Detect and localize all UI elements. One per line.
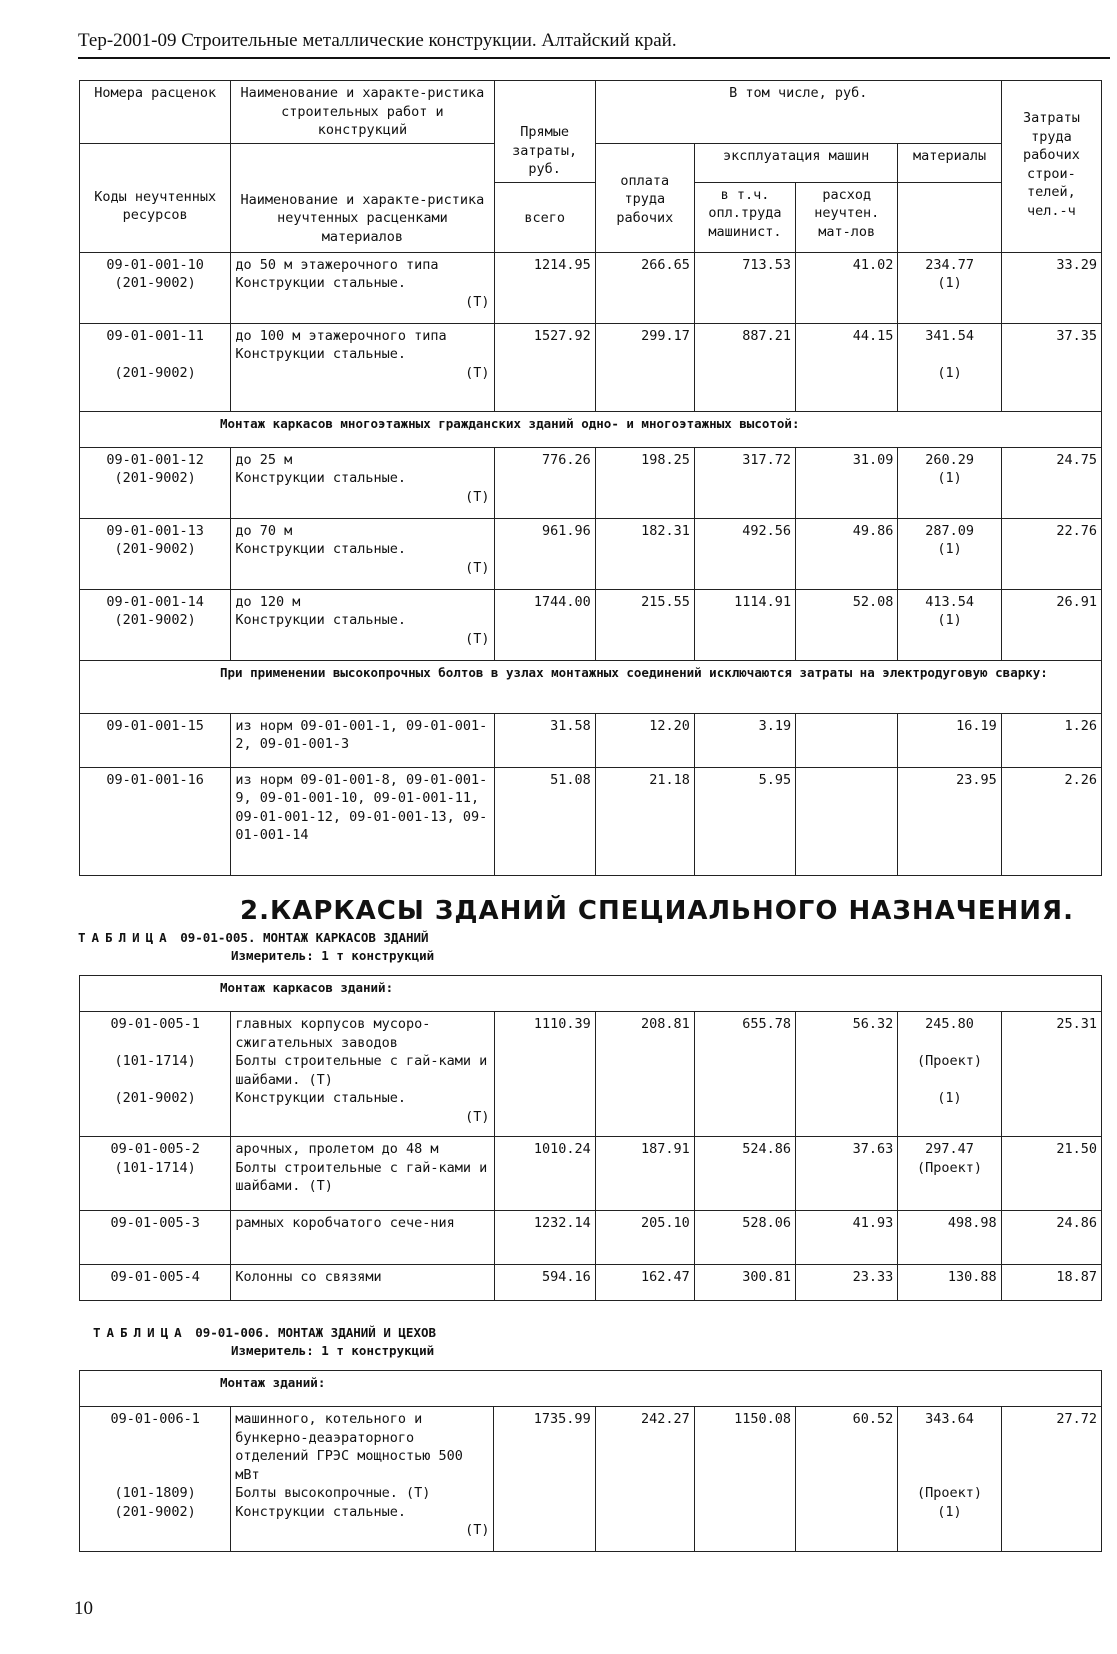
table-row: 09-01-005-4 Колонны со связями 594.16 162.47 300.81 23.33 130.88 18.87 (80, 1265, 1102, 1301)
col-header-including: В том числе, руб. (595, 81, 1001, 144)
table-measure-09-01-005: Измеритель: 1 т конструкций (231, 948, 435, 963)
col-header-rate-numbers: Номера расценок (80, 81, 231, 144)
table-09-01-006 (79, 1370, 1102, 1552)
table-measure-09-01-006: Измеритель: 1 т конструкций (231, 1343, 435, 1358)
table-09-01-001 (79, 80, 1102, 876)
section-heading-high-strength-bolts: При применении высокопрочных болтов в узлах монтажных соединений исключаются затраты на электродуговую сварку: (80, 660, 1102, 713)
col-header-direct-costs: Прямые затраты, руб. (494, 81, 595, 183)
col-header-work-name: Наименование и характе-ристика строительных работ и конструкций (231, 81, 494, 144)
table-row: 09-01-001-15 из норм 09-01-001-1, 09-01-001-2, 09-01-001-3 31.58 12.20 3.19 16.19 1.26 (80, 713, 1102, 767)
table-row: 09-01-001-14 (201-9002) до 120 м Конструкции стальные. (Т) 1744.00 215.55 1114.91 52.08 413.54 (1) 26.91 (80, 589, 1102, 660)
table-row: 09-01-005-3 рамных коробчатого сече-ния 1232.14 205.10 528.06 41.93 498.98 24.86 (80, 1211, 1102, 1265)
table-caption-09-01-005: ТАБЛИЦА 09-01-005. МОНТАЖ КАРКАСОВ ЗДАНИЙ (78, 930, 429, 945)
running-header: Тер-2001-09 Строительные металлические конструкции. Алтайский край. (78, 30, 677, 51)
col-header-labor-costs: Затраты труда рабочих строи-телей, чел.-ч (1001, 81, 1101, 253)
table-row: 09-01-005-1 (101-1714) (201-9002) главных корпусов мусоро-сжигательных заводов Болты строительные с гай-ками и шайбами. (Т) Конструкции стальные. (Т) 1110.39 208.81 655.78 56.32 245.80 (Проект) (1) 25.31 (80, 1012, 1102, 1137)
table-row: 09-01-001-11 (201-9002) до 100 м этажерочного типа Конструкции стальные. (Т) 1527.92 299.17 887.21 44.15 341.54 (1) 37.35 (80, 323, 1102, 411)
col-header-total: всего (494, 182, 595, 252)
col-header-unaccounted-materials: расход неучтен. мат-лов (796, 182, 898, 252)
col-header-resource-codes: Коды неучтенных ресурсов (80, 143, 231, 252)
table-caption-09-01-006: ТАБЛИЦА 09-01-006. МОНТАЖ ЗДАНИЙ И ЦЕХОВ (93, 1325, 437, 1340)
col-header-labor-pay: оплата труда рабочих (595, 143, 694, 252)
table-row: 09-01-006-1 (101-1809) (201-9002) машинного, котельного и бункерно-деаэраторного отделений ГРЭС мощностью 500 мВт Болты высокопрочные. (Т) Конструкции стальные. (Т) 1735.99 242.27 1150.08 60.52 343.64 (Проект) (1) 27.72 (80, 1407, 1102, 1552)
section-title: 2.КАРКАСЫ ЗДАНИЙ СПЕЦИАЛЬНОГО НАЗНАЧЕНИЯ. (240, 896, 1074, 926)
table-row: 09-01-001-16 из норм 09-01-001-8, 09-01-001-9, 09-01-001-10, 09-01-001-11, 09-01-001-12, 09-01-001-13, 09-01-001-14 51.08 21.18 5.95 23.95 2.26 (80, 767, 1102, 875)
col-header-material-name: Наименование и характе-ристика неучтенных расценками материалов (231, 143, 494, 252)
table-row: 09-01-001-10 (201-9002) до 50 м этажерочного типа Конструкции стальные. (Т) 1214.95 266.65 713.53 41.02 234.77 (1) 33.29 (80, 252, 1102, 323)
table-row: 09-01-001-13 (201-9002) до 70 м Конструкции стальные. (Т) 961.96 182.31 492.56 49.86 287.09 (1) 22.76 (80, 518, 1102, 589)
table-09-01-005 (79, 975, 1102, 1301)
header-rule (78, 57, 1110, 59)
col-header-machine-operation: эксплуатация машин (694, 143, 898, 182)
section-heading-multistorey: Монтаж каркасов многоэтажных гражданских зданий одно- и многоэтажных высотой: (80, 411, 1102, 447)
col-header-operator-pay: в т.ч. опл.труда машинист. (694, 182, 795, 252)
page-number: 10 (74, 1598, 93, 1619)
table-row: 09-01-001-12 (201-9002) до 25 м Конструкции стальные. (Т) 776.26 198.25 317.72 31.09 260.29 (1) 24.75 (80, 447, 1102, 518)
section-heading-frames: Монтаж каркасов зданий: (80, 976, 1102, 1012)
col-header-materials: материалы (898, 143, 1001, 182)
table-row: 09-01-005-2 (101-1714) арочных, пролетом до 48 м Болты строительные с гай-ками и шайбами. (Т) 1010.24 187.91 524.86 37.63 297.47 (Проект) 21.50 (80, 1137, 1102, 1211)
section-heading-buildings: Монтаж зданий: (80, 1371, 1102, 1407)
